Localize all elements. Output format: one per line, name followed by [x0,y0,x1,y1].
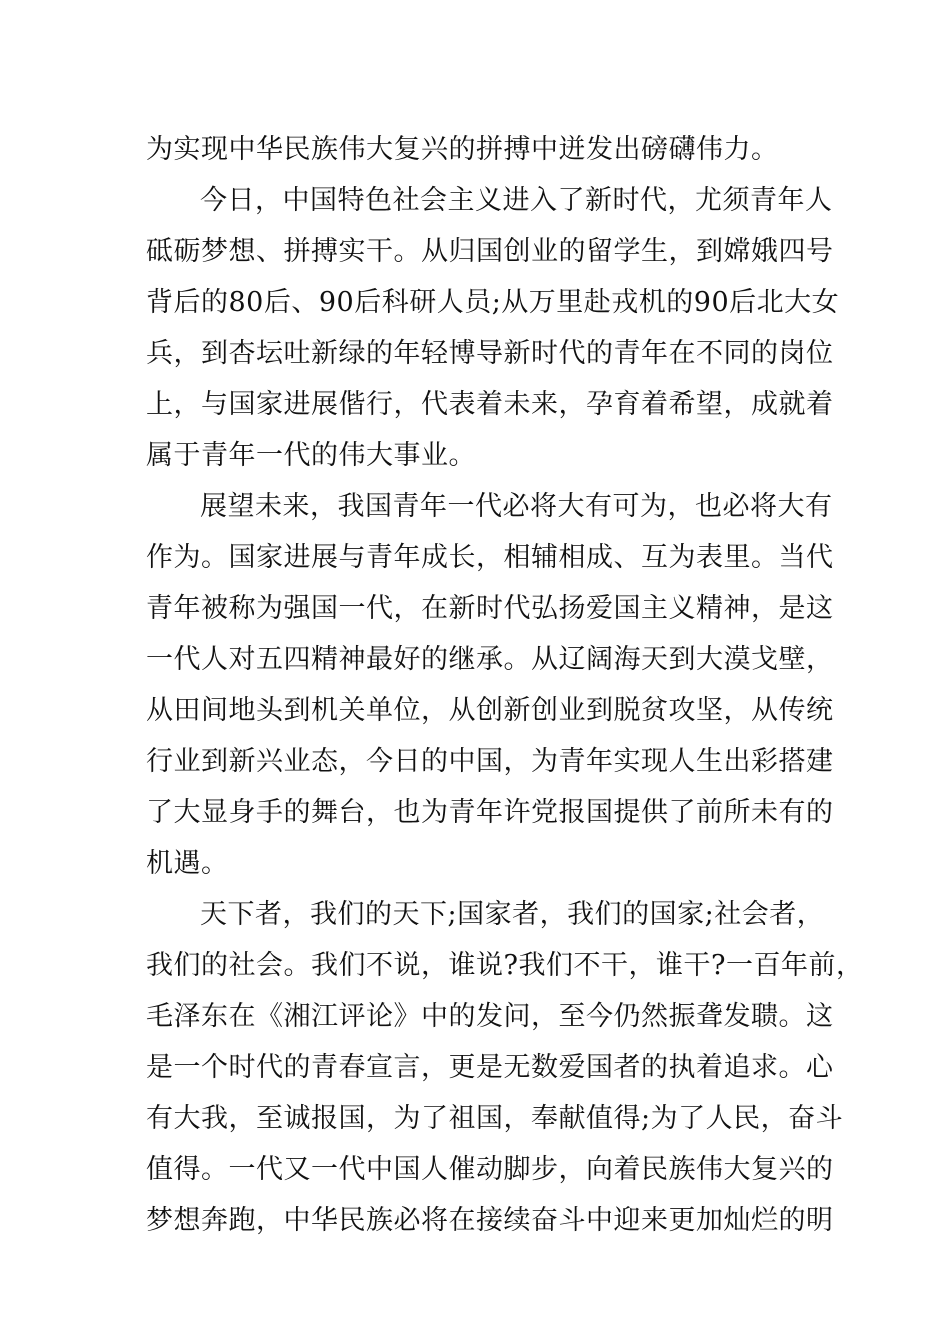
text-line: 毛泽东在《湘江评论》中的发问，至今仍然振聋发聩。这 [146,1001,834,1032]
text-line: 有大我，至诚报国，为了祖国，奉献值得;为了人民，奋斗 [146,1103,844,1134]
text-line: 值得。一代又一代中国人催动脚步，向着民族伟大复兴的 [146,1154,834,1185]
text-line: 背后的80后、90后科研人员;从万里赴戎机的90后北大女 [146,287,840,318]
text-line: 为实现中华民族伟大复兴的拼搏中迸发出磅礴伟力。 [146,134,779,165]
text-line: 机遇。 [146,848,229,879]
paragraph-first-line: 今日，中国特色社会主义进入了新时代，尤须青年人 [200,185,833,216]
body-text [146,124,864,1246]
text-line: 青年被称为强国一代，在新时代弘扬爱国主义精神，是这 [146,593,834,624]
text-line: 从田间地头到机关单位，从创新创业到脱贫攻坚，从传统 [146,695,834,726]
text-line: 是一个时代的青春宣言，更是无数爱国者的执着追求。心 [146,1052,834,1083]
text-line: 属于青年一代的伟大事业。 [146,440,476,471]
text-line: 一代人对五四精神最好的继承。从辽阔海天到大漠戈壁， [146,644,834,675]
text-line: 我们的社会。我们不说，谁说?我们不干，谁干?一百年前， [146,950,864,981]
text-line: 砥砺梦想、拼搏实干。从归国创业的留学生，到嫦娥四号 [146,236,834,267]
text-line: 了大显身手的舞台，也为青年许党报国提供了前所未有的 [146,797,834,828]
text-line: 行业到新兴业态，今日的中国，为青年实现人生出彩搭建 [146,746,834,777]
paragraph-first-line: 天下者，我们的天下;国家者，我们的国家;社会者， [200,899,825,930]
text-line: 作为。国家进展与青年成长，相辅相成、互为表里。当代 [146,542,834,573]
paragraph-first-line: 展望未来，我国青年一代必将大有可为，也必将大有 [200,491,833,522]
text-line: 梦想奔跑，中华民族必将在接续奋斗中迎来更加灿烂的明 [146,1205,834,1236]
text-line: 兵，到杏坛吐新绿的年轻博导新时代的青年在不同的岗位 [146,338,834,369]
text-line: 上，与国家进展偕行，代表着未来，孕育着希望，成就着 [146,389,834,420]
